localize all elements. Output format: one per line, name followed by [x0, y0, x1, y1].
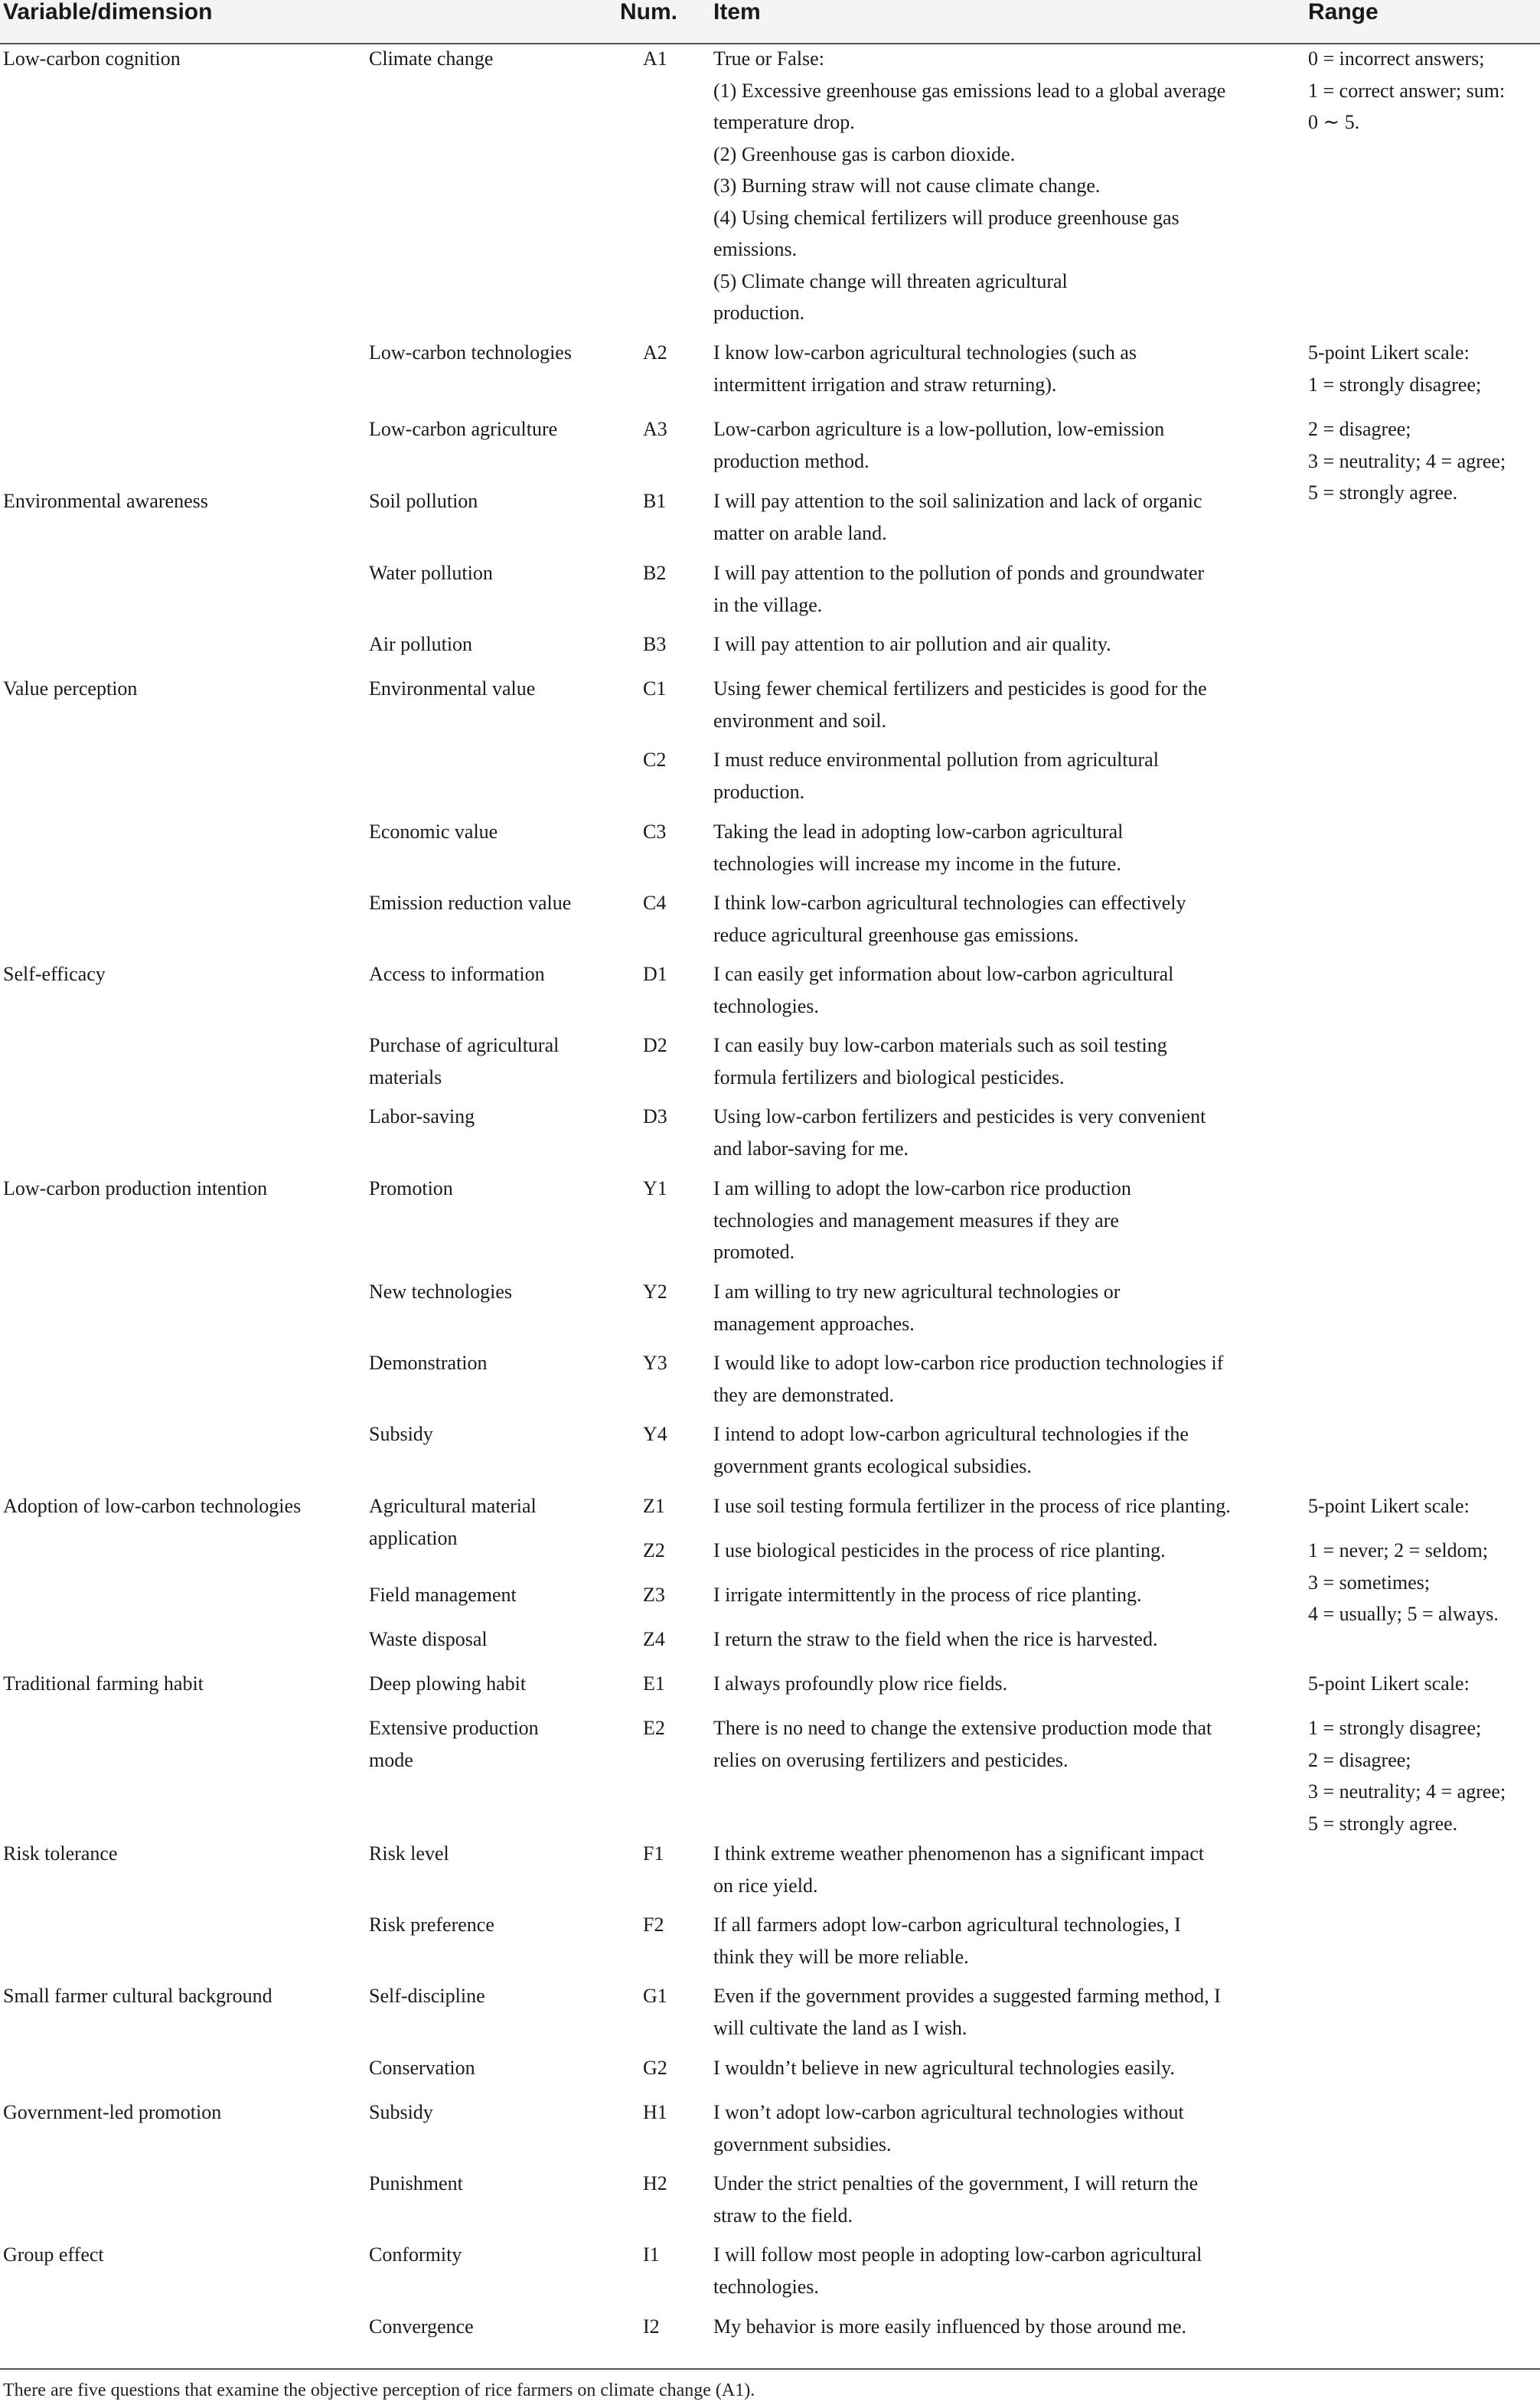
num-cell: [643, 958, 667, 990]
item-cell: [713, 1101, 1206, 1164]
item-cell: [713, 2311, 1186, 2343]
dimension-cell: [369, 1980, 485, 2012]
cell-line: D2: [643, 1034, 667, 1056]
cell-line: Demonstration: [369, 1352, 488, 1374]
cell-line: and labor-saving for me.: [713, 1137, 909, 1160]
item-cell: [713, 1623, 1157, 1656]
cell-line: I will pay attention to the pollution of ponds and groundwater: [713, 562, 1205, 584]
cell-line: I must reduce environmental pollution from agricultural: [713, 749, 1159, 771]
cell-line: 5-point Likert scale:: [1308, 1672, 1470, 1695]
cell-line: True or False:: [713, 47, 824, 70]
cell-line: production method.: [713, 449, 870, 472]
dimension-cell: [369, 1490, 537, 1554]
item-cell: [713, 337, 1137, 400]
header-variable: Variable/dimension: [3, 0, 213, 24]
dimension-cell: [369, 887, 571, 919]
dimension-cell: [369, 1909, 494, 1941]
item-cell: [713, 816, 1123, 879]
cell-line: I use soil testing formula fertilizer in the process of rice planting.: [713, 1495, 1231, 1517]
cell-line: Emission reduction value: [369, 892, 572, 914]
cell-line: There is no need to change the extensive production mode that: [713, 1717, 1212, 1739]
cell-line: straw to the field.: [713, 2204, 853, 2227]
cell-line: I won’t adopt low-carbon agricultural technologies without: [713, 2101, 1184, 2123]
cell-line: Z4: [643, 1628, 665, 1650]
cell-line: A2: [643, 341, 667, 364]
dimension-cell: [369, 337, 572, 369]
num-cell: [643, 673, 666, 705]
table-footnote: There are five questions that examine the objective perception of rice farmers on climate change (A1).: [3, 2380, 755, 2400]
dimension-cell: [369, 628, 472, 661]
cell-line: Using fewer chemical fertilizers and pesticides is good for the: [713, 677, 1207, 700]
cell-line: Convergence: [369, 2315, 474, 2338]
cell-line: Purchase of agricultural: [369, 1034, 560, 1056]
cell-line: I1: [643, 2243, 660, 2266]
cell-line: 1 = never; 2 = seldom;: [1308, 1539, 1489, 1561]
cell-line: Subsidy: [369, 1423, 433, 1445]
cell-line: I wouldn’t believe in new agricultural technologies easily.: [713, 2057, 1175, 2079]
variable-cell: [3, 673, 137, 705]
range-cell: [1308, 1712, 1506, 1839]
item-cell: [713, 887, 1186, 951]
cell-line: 5-point Likert scale:: [1308, 1495, 1470, 1517]
cell-line: Agricultural material: [369, 1495, 537, 1517]
header-item: Item: [713, 0, 761, 24]
dimension-cell: [369, 1579, 517, 1611]
cell-line: on rice yield.: [713, 1874, 818, 1897]
cell-line: mode: [369, 1748, 413, 1771]
cell-line: G1: [643, 1985, 667, 2007]
cell-line: (1) Excessive greenhouse gas emissions lead to a global average: [713, 79, 1226, 102]
dimension-cell: [369, 1276, 512, 1308]
item-cell: [713, 1579, 1142, 1611]
cell-line: E1: [643, 1672, 665, 1695]
cell-line: technologies.: [713, 2275, 819, 2298]
cell-line: 0 = incorrect answers;: [1308, 47, 1485, 70]
cell-line: I will follow most people in adopting low-carbon agricultural: [713, 2243, 1202, 2266]
cell-line: intermittent irrigation and straw returning).: [713, 373, 1057, 396]
cell-line: 1 = strongly disagree;: [1308, 1717, 1482, 1739]
num-cell: [643, 1029, 667, 1062]
num-cell: [643, 1173, 667, 1205]
num-cell: [643, 1712, 665, 1744]
num-cell: [643, 2168, 667, 2200]
cell-line: Group effect: [3, 2243, 104, 2266]
item-cell: [713, 1838, 1204, 1901]
num-cell: [643, 1909, 664, 1941]
dimension-cell: [369, 413, 557, 445]
cell-line: Promotion: [369, 1177, 453, 1199]
cell-line: I will pay attention to the soil salinization and lack of organic: [713, 490, 1202, 512]
cell-line: A3: [643, 418, 667, 440]
cell-line: government subsidies.: [713, 2132, 892, 2155]
num-cell: [643, 43, 667, 75]
cell-line: D3: [643, 1105, 667, 1127]
cell-line: A1: [643, 47, 667, 70]
item-cell: [713, 1535, 1166, 1567]
header-range: Range: [1308, 0, 1378, 24]
item-cell: [713, 1980, 1221, 2044]
cell-line: I irrigate intermittently in the process of rice planting.: [713, 1584, 1142, 1606]
cell-line: 3 = neutrality; 4 = agree;: [1308, 1780, 1506, 1803]
cell-line: emissions.: [713, 238, 798, 260]
cell-line: I think extreme weather phenomenon has a significant impact: [713, 1842, 1205, 1865]
cell-line: technologies will increase my income in the future.: [713, 852, 1121, 875]
num-cell: [643, 2052, 667, 2084]
cell-line: Under the strict penalties of the government, I will return the: [713, 2172, 1199, 2194]
cell-line: If all farmers adopt low-carbon agricultural technologies, I: [713, 1914, 1181, 1936]
dimension-cell: [369, 485, 478, 517]
num-cell: [643, 485, 666, 517]
header-num: Num.: [620, 0, 677, 24]
dimension-cell: [369, 2052, 475, 2084]
num-cell: [643, 1101, 667, 1133]
cell-line: Extensive production: [369, 1717, 539, 1739]
cell-line: promoted.: [713, 1241, 795, 1263]
cell-line: Self-discipline: [369, 1985, 485, 2007]
variable-cell: [3, 43, 181, 75]
cell-line: Subsidy: [369, 2101, 433, 2123]
item-cell: [713, 1347, 1223, 1411]
dimension-cell: [369, 1668, 526, 1700]
cell-line: Y4: [643, 1423, 667, 1445]
num-cell: [643, 816, 666, 848]
num-cell: [643, 2096, 667, 2129]
cell-line: Labor-saving: [369, 1105, 475, 1127]
cell-line: Access to information: [369, 963, 545, 985]
cell-line: C1: [643, 677, 667, 700]
item-cell: [713, 2239, 1202, 2302]
item-cell: [713, 1668, 1007, 1700]
cell-line: 3 = neutrality; 4 = agree;: [1308, 449, 1506, 472]
cell-line: Y3: [643, 1352, 667, 1374]
cell-line: D1: [643, 963, 667, 985]
cell-line: environment and soil.: [713, 709, 887, 732]
cell-line: Taking the lead in adopting low-carbon agricultural: [713, 821, 1124, 843]
cell-line: 1 = strongly disagree;: [1308, 373, 1482, 396]
variable-cell: [3, 1838, 117, 1870]
dimension-cell: [369, 1173, 453, 1205]
num-cell: [643, 1980, 667, 2012]
cell-line: Risk tolerance: [3, 1842, 118, 1865]
cell-line: Water pollution: [369, 562, 493, 584]
range-cell: [1308, 1668, 1470, 1700]
cell-line: Air pollution: [369, 633, 473, 655]
item-cell: [713, 1173, 1131, 1268]
dimension-cell: [369, 2311, 474, 2343]
cell-line: management approaches.: [713, 1312, 915, 1335]
cell-line: 2 = disagree;: [1308, 1748, 1411, 1771]
cell-line: technologies and management measures if they are: [713, 1209, 1119, 1232]
variable-cell: [3, 1173, 267, 1205]
cell-line: I know low-carbon agricultural technologies (such as: [713, 341, 1137, 364]
cell-line: Using low-carbon fertilizers and pesticides is very convenient: [713, 1105, 1206, 1127]
cell-line: Waste disposal: [369, 1628, 488, 1650]
variable-cell: [3, 2239, 104, 2271]
num-cell: [643, 1276, 667, 1308]
cell-line: Conservation: [369, 2057, 475, 2079]
cell-line: I always profoundly plow rice fields.: [713, 1672, 1008, 1695]
range-cell: [1308, 337, 1481, 400]
cell-line: Low-carbon technologies: [369, 341, 572, 364]
cell-line: H2: [643, 2172, 667, 2194]
range-cell: [1308, 43, 1505, 139]
cell-line: formula fertilizers and biological pesticides.: [713, 1065, 1065, 1088]
cell-line: B1: [643, 490, 667, 512]
cell-line: Z1: [643, 1495, 665, 1517]
dimension-cell: [369, 1418, 433, 1450]
dimension-cell: [369, 2239, 462, 2271]
cell-line: Z2: [643, 1539, 665, 1561]
cell-line: temperature drop.: [713, 111, 855, 133]
cell-line: Small farmer cultural background: [3, 1985, 272, 2007]
cell-line: 5 = strongly agree.: [1308, 481, 1458, 504]
item-cell: [713, 2168, 1198, 2231]
cell-line: My behavior is more easily influenced by those around me.: [713, 2315, 1187, 2338]
dimension-cell: [369, 1838, 449, 1870]
num-cell: [643, 1535, 665, 1567]
variable-cell: [3, 958, 106, 990]
cell-line: 2 = disagree;: [1308, 418, 1411, 440]
cell-line: I think low-carbon agricultural technologies can effectively: [713, 892, 1186, 914]
table-header: [0, 0, 1540, 44]
cell-line: Self-efficacy: [3, 963, 106, 985]
cell-line: production.: [713, 302, 805, 324]
cell-line: matter on arable land.: [713, 521, 887, 544]
cell-line: Low-carbon agriculture: [369, 418, 558, 440]
cell-line: Value perception: [3, 677, 138, 700]
num-cell: [643, 1838, 664, 1870]
range-cell: [1308, 413, 1506, 509]
cell-line: Economic value: [369, 821, 498, 843]
cell-line: I2: [643, 2315, 660, 2338]
item-cell: [713, 1276, 1120, 1339]
num-cell: [643, 887, 666, 919]
dimension-cell: [369, 557, 493, 589]
cell-line: technologies.: [713, 994, 819, 1017]
cell-line: (4) Using chemical fertilizers will produce greenhouse gas: [713, 206, 1179, 229]
table-bottom-rule: [0, 2368, 1540, 2370]
dimension-cell: [369, 673, 535, 705]
dimension-cell: [369, 2168, 463, 2200]
cell-line: Government-led promotion: [3, 2101, 222, 2123]
item-cell: [713, 2096, 1184, 2160]
num-cell: [643, 1347, 667, 1379]
cell-line: C2: [643, 749, 667, 771]
num-cell: [643, 1623, 665, 1656]
cell-line: Y2: [643, 1281, 667, 1303]
variable-cell: [3, 1668, 204, 1700]
cell-line: F2: [643, 1914, 664, 1936]
cell-line: New technologies: [369, 1281, 513, 1303]
cell-line: Deep plowing habit: [369, 1672, 527, 1695]
item-cell: [713, 1490, 1231, 1522]
item-cell: [713, 958, 1173, 1022]
dimension-cell: [369, 43, 493, 75]
cell-line: in the village.: [713, 593, 823, 616]
item-cell: [713, 1712, 1212, 1776]
cell-line: Z3: [643, 1584, 665, 1606]
item-cell: [713, 2052, 1175, 2084]
cell-line: Soil pollution: [369, 490, 478, 512]
num-cell: [643, 744, 666, 776]
dimension-cell: [369, 2096, 433, 2129]
cell-line: 3 = sometimes;: [1308, 1571, 1431, 1594]
cell-line: 5 = strongly agree.: [1308, 1812, 1458, 1835]
cell-line: will cultivate the land as I wish.: [713, 2016, 967, 2039]
cell-line: I return the straw to the field when the rice is harvested.: [713, 1628, 1158, 1650]
cell-line: (5) Climate change will threaten agricultural: [713, 269, 1068, 292]
cell-line: reduce agricultural greenhouse gas emissions.: [713, 923, 1079, 946]
num-cell: [643, 628, 666, 661]
dimension-cell: [369, 1623, 488, 1656]
cell-line: 4 = usually; 5 = always.: [1308, 1603, 1499, 1625]
cell-line: I can easily buy low-carbon materials such as soil testing: [713, 1034, 1167, 1056]
cell-line: I will pay attention to air pollution and air quality.: [713, 633, 1111, 655]
num-cell: [643, 413, 667, 445]
cell-line: Traditional farming habit: [3, 1672, 204, 1695]
cell-line: Low-carbon agriculture is a low-pollution, low-emission: [713, 418, 1165, 440]
item-cell: [713, 557, 1204, 621]
num-cell: [643, 337, 667, 369]
item-cell: [713, 413, 1164, 477]
dimension-cell: [369, 816, 498, 848]
cell-line: Conformity: [369, 2243, 462, 2266]
cell-line: 1 = correct answer; sum:: [1308, 79, 1506, 102]
variable-cell: [3, 2096, 221, 2129]
cell-line: (3) Burning straw will not cause climate change.: [713, 175, 1101, 197]
cell-line: Risk preference: [369, 1914, 494, 1936]
cell-line: Punishment: [369, 2172, 463, 2194]
cell-line: production.: [713, 780, 805, 803]
cell-line: H1: [643, 2101, 667, 2123]
cell-line: I would like to adopt low-carbon rice production technologies if: [713, 1352, 1224, 1374]
dimension-cell: [369, 1712, 539, 1776]
cell-line: Adoption of low-carbon technologies: [3, 1495, 302, 1517]
num-cell: [643, 557, 666, 589]
variable-cell: [3, 1980, 272, 2012]
cell-line: I am willing to adopt the low-carbon rice production: [713, 1177, 1131, 1199]
cell-line: Risk level: [369, 1842, 449, 1865]
num-cell: [643, 1418, 667, 1450]
cell-line: Environmental awareness: [3, 490, 208, 512]
num-cell: [643, 1668, 665, 1700]
num-cell: [643, 2239, 660, 2271]
cell-line: I intend to adopt low-carbon agricultural technologies if the: [713, 1423, 1189, 1445]
cell-line: application: [369, 1526, 458, 1549]
cell-line: Field management: [369, 1584, 517, 1606]
cell-line: think they will be more reliable.: [713, 1945, 969, 1968]
num-cell: [643, 2311, 660, 2343]
cell-line: I use biological pesticides in the process of rice planting.: [713, 1539, 1166, 1561]
dimension-cell: [369, 958, 545, 990]
cell-line: C3: [643, 821, 667, 843]
item-cell: [713, 43, 1225, 329]
cell-line: government grants ecological subsidies.: [713, 1454, 1032, 1477]
variable-cell: [3, 1490, 301, 1522]
range-cell: [1308, 1535, 1499, 1630]
cell-line: Low-carbon cognition: [3, 47, 181, 70]
cell-line: I am willing to try new agricultural technologies or: [713, 1281, 1121, 1303]
item-cell: [713, 485, 1202, 549]
num-cell: [643, 1490, 665, 1522]
cell-line: I can easily get information about low-carbon agricultural: [713, 963, 1174, 985]
cell-line: Low-carbon production intention: [3, 1177, 268, 1199]
cell-line: materials: [369, 1065, 442, 1088]
cell-line: Y1: [643, 1177, 667, 1199]
cell-line: B2: [643, 562, 667, 584]
dimension-cell: [369, 1029, 559, 1093]
variable-cell: [3, 485, 208, 517]
cell-line: Climate change: [369, 47, 494, 70]
item-cell: [713, 1909, 1181, 1972]
cell-line: they are demonstrated.: [713, 1383, 895, 1406]
cell-line: B3: [643, 633, 667, 655]
cell-line: (2) Greenhouse gas is carbon dioxide.: [713, 142, 1016, 165]
cell-line: G2: [643, 2057, 667, 2079]
num-cell: [643, 1579, 665, 1611]
item-cell: [713, 628, 1111, 661]
item-cell: [713, 1029, 1167, 1093]
cell-line: Environmental value: [369, 677, 536, 700]
cell-line: E2: [643, 1717, 665, 1739]
cell-line: 5-point Likert scale:: [1308, 341, 1470, 364]
cell-line: 0 ∼ 5.: [1308, 111, 1360, 133]
cell-line: C4: [643, 892, 667, 914]
dimension-cell: [369, 1347, 488, 1379]
item-cell: [713, 1418, 1189, 1482]
cell-line: F1: [643, 1842, 664, 1865]
item-cell: [713, 744, 1159, 808]
range-cell: [1308, 1490, 1470, 1522]
cell-line: relies on overusing fertilizers and pesticides.: [713, 1748, 1069, 1771]
cell-line: Even if the government provides a suggested farming method, I: [713, 1985, 1221, 2007]
dimension-cell: [369, 1101, 475, 1133]
item-cell: [713, 673, 1207, 736]
